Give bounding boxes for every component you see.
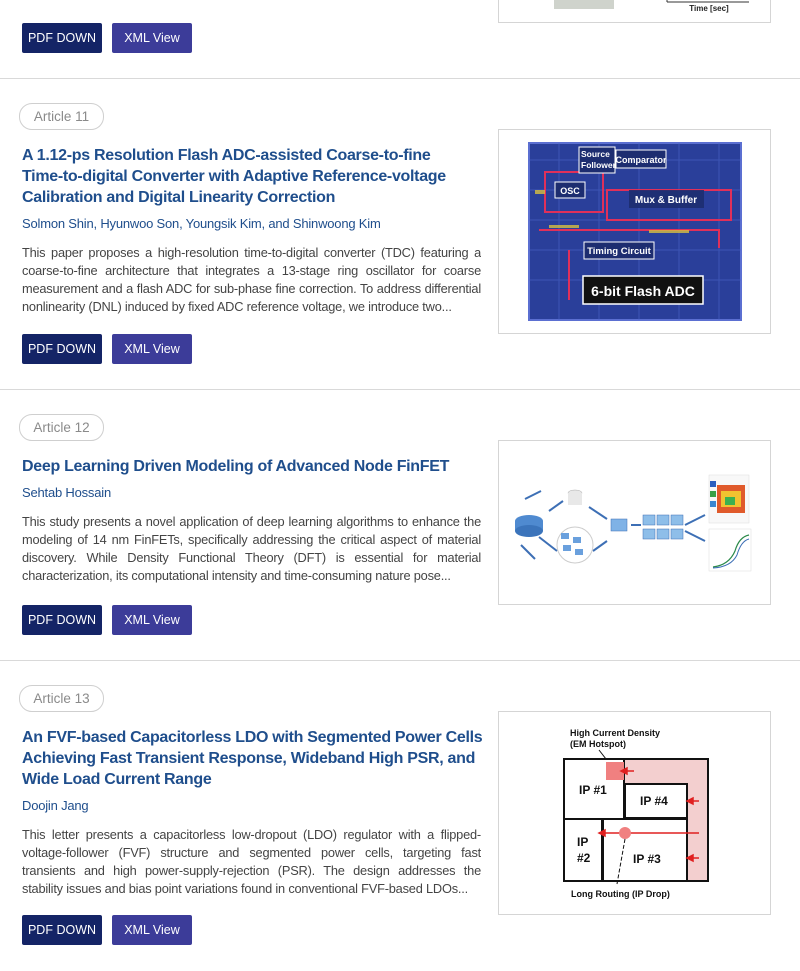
article-badge: Article 12: [19, 414, 104, 441]
label-osc: OSC: [560, 186, 580, 196]
article-title[interactable]: [22, 456, 449, 477]
label-timing-circuit: Timing Circuit: [587, 246, 651, 257]
article-thumbnail[interactable]: [498, 0, 771, 23]
xml-view-button[interactable]: XML View: [112, 334, 192, 364]
article-badge: Article 13: [19, 685, 104, 712]
figure-device-shape: [554, 0, 614, 9]
label-source-follower: Source: [581, 149, 610, 159]
title-line[interactable]: Wide Load Current Range: [22, 771, 212, 788]
article-thumbnail[interactable]: [498, 440, 771, 605]
xml-view-button[interactable]: XML View: [112, 605, 192, 635]
article-authors: Doojin Jang: [22, 798, 89, 813]
article-thumbnail[interactable]: [498, 129, 771, 334]
pdf-down-button[interactable]: PDF DOWN: [22, 334, 102, 364]
ldo-block-diagram: [499, 712, 770, 914]
divider: [0, 389, 800, 390]
article-abstract: This paper proposes a high-resolution time-to-digital converter (TDC) featuring a coarse-to-fine architecture that integrates a 13-stage ring oscillator for coarse measurement and a flash ADC for sub-phase fine correction. To address differential nonlinearity (DNL) induced by fixed ADC reference voltage, we introduce two...: [22, 245, 481, 314]
routing-label: Long Routing (IP Drop): [571, 889, 670, 899]
hotspot-label-line1: High Current Density: [570, 728, 661, 738]
ip4-label: IP #4: [640, 794, 668, 808]
article-abstract: This letter presents a capacitorless low-dropout (LDO) regulator with a flipped-voltage-follower (FVF) structure and segmented power cells, targeting fast transients and high power-supply-rejection (PSR). The design addresses the stability issues and bias point variations found in conventional FVF-based LDOs...: [22, 827, 481, 896]
ip2-label-a: IP: [577, 835, 589, 849]
deep-learning-figure: [499, 441, 770, 604]
article-thumbnail[interactable]: [498, 711, 771, 915]
ip2-label-b: #2: [577, 851, 591, 865]
chip-layout-figure: [499, 130, 770, 333]
title-line[interactable]: A 1.12-ps Resolution Flash ADC-assisted Coarse-to-fine: [22, 147, 431, 164]
title-line[interactable]: Achieving Fast Transient Response, Wideband High PSR, and: [22, 750, 476, 767]
label-comparator: Comparator: [615, 155, 667, 165]
label-flash-adc: 6-bit Flash ADC: [591, 283, 695, 299]
title-line[interactable]: Calibration and Digital Linearity Correction: [22, 189, 336, 206]
title-line[interactable]: Time-to-digital Converter with Adaptive Reference-voltage: [22, 168, 446, 185]
pdf-down-button[interactable]: PDF DOWN: [22, 605, 102, 635]
xml-view-button[interactable]: XML View: [112, 23, 192, 53]
hotspot-label-line2: (EM Hotspot): [570, 739, 626, 749]
article-title[interactable]: [22, 145, 446, 208]
svg-text:Follower: Follower: [581, 160, 616, 170]
divider: [0, 78, 800, 79]
label-mux-buffer: Mux & Buffer: [634, 195, 698, 206]
article-authors: Sehtab Hossain: [22, 485, 111, 500]
article-authors: Solmon Shin, Hyunwoo Son, Youngsik Kim, and Shinwoong Kim: [22, 216, 381, 231]
article-badge: Article 11: [19, 103, 104, 130]
xml-view-button[interactable]: XML View: [112, 915, 192, 945]
pdf-down-button[interactable]: PDF DOWN: [22, 23, 102, 53]
article-abstract: This study presents a novel application of deep learning algorithms to enhance the modeling of 14 nm FinFETs, specifically addressing the critical aspect of material discovery. While Density Functional Theory (DFT) is essential for material characterization, its computational intensity and time-consuming nature pose...: [22, 514, 481, 583]
title-line[interactable]: Deep Learning Driven Modeling of Advanced Node FinFET: [22, 458, 450, 475]
figure-axis-label: Time [sec]: [689, 4, 729, 13]
article-title[interactable]: [22, 727, 482, 790]
divider: [0, 660, 800, 661]
title-line[interactable]: An FVF-based Capacitorless LDO with Segmented Power Cells: [22, 729, 483, 746]
pdf-down-button[interactable]: PDF DOWN: [22, 915, 102, 945]
chart-figure-partial: [499, 0, 770, 22]
ip3-label: IP #3: [633, 852, 661, 866]
ip1-label: IP #1: [579, 783, 607, 797]
